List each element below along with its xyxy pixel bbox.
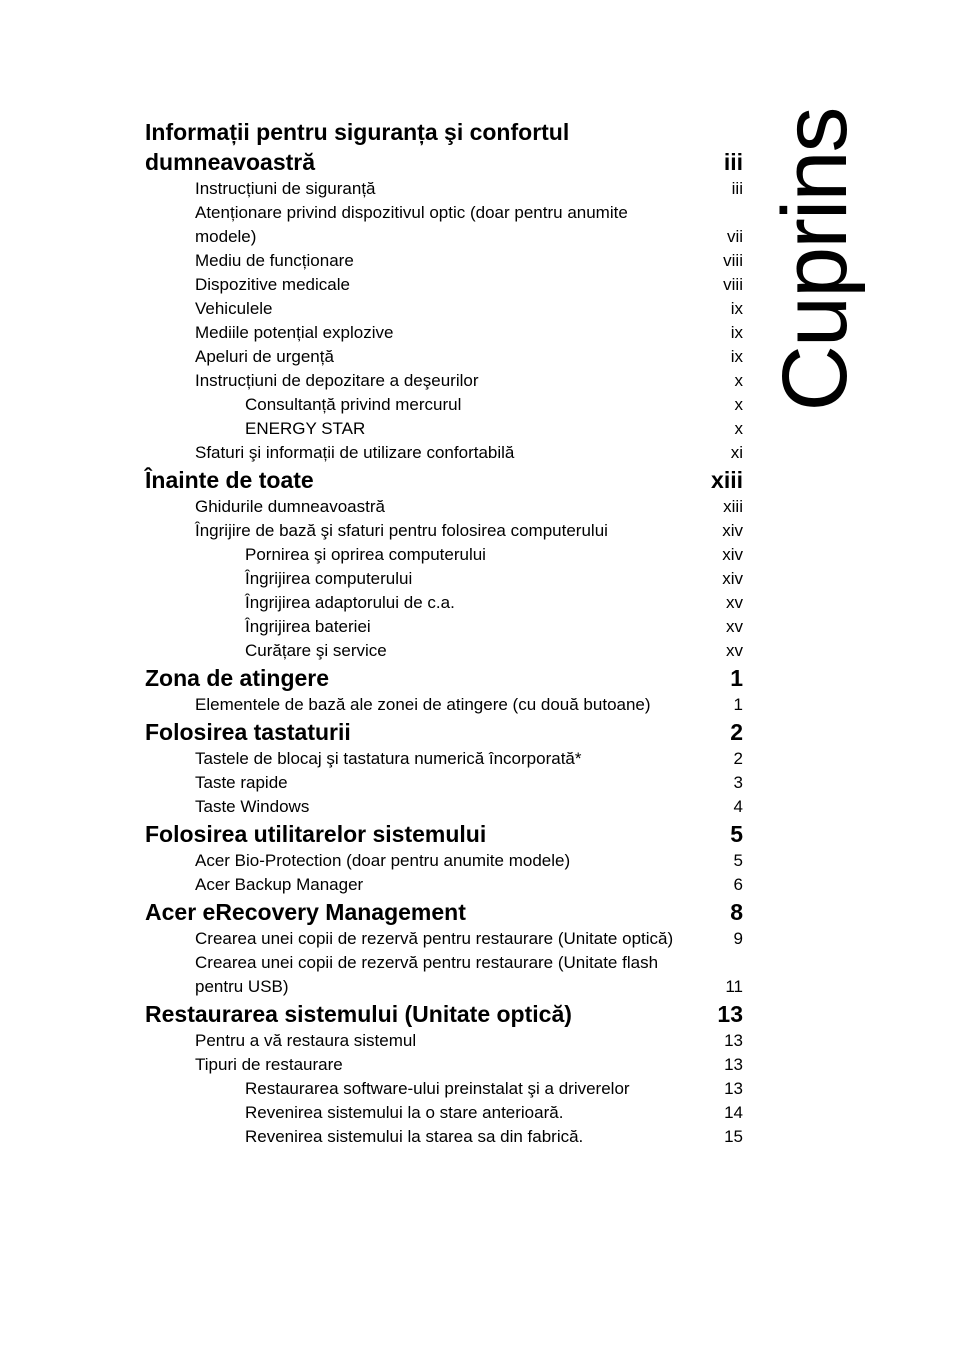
toc-subsection[interactable]: [145, 615, 743, 639]
toc-subsection[interactable]: [145, 1077, 743, 1101]
toc-section[interactable]: [145, 177, 743, 201]
toc-section[interactable]: [145, 249, 743, 273]
toc-entry-title: Folosirea tastaturii: [145, 719, 351, 745]
toc-entry-page: 13: [724, 1079, 743, 1098]
toc-entry-title: Taste Windows: [195, 797, 310, 816]
toc-entry-title: Pentru a vă restaura sistemul: [195, 1031, 417, 1050]
toc-section[interactable]: [145, 321, 743, 345]
toc-section[interactable]: [145, 495, 743, 519]
toc-section[interactable]: [145, 927, 743, 951]
toc-entry-title: Îngrijirea computerului: [245, 569, 413, 588]
toc-chapter[interactable]: [145, 465, 743, 495]
toc-entry-title: Crearea unei copii de rezervă pentru restaurare (Unitate optică): [195, 929, 674, 948]
toc-entry-title: Elementele de bază ale zonei de atingere (cu două butoane): [195, 695, 651, 714]
toc-entry-page: iii: [723, 149, 743, 175]
toc-entry-page: 2: [730, 719, 743, 745]
toc-entry-page: x: [734, 395, 743, 414]
toc-chapter[interactable]: [145, 999, 743, 1029]
toc-entry-title: Apeluri de urgență: [195, 347, 334, 366]
toc-section[interactable]: [145, 441, 743, 465]
toc-entry-page: 2: [733, 749, 743, 768]
toc-entry-title: Crearea unei copii de rezervă pentru restaurare (Unitate flash pentru USB): [195, 953, 659, 996]
toc-entry-title: Folosirea utilitarelor sistemului: [145, 821, 487, 847]
toc-entry-title: Instrucțiuni de siguranță: [195, 179, 376, 198]
toc-entry-title: Mediu de funcționare: [195, 251, 354, 270]
toc-section[interactable]: [145, 297, 743, 321]
toc-entry-title: Tipuri de restaurare: [195, 1055, 343, 1074]
toc-entry-page: iii: [731, 179, 743, 198]
toc-entry-title: ENERGY STAR: [245, 419, 366, 438]
toc-entry-page: vii: [726, 227, 743, 246]
toc-subsection[interactable]: [145, 591, 743, 615]
toc-entry-page: xv: [726, 617, 743, 636]
toc-entry-title: Revenirea sistemului la starea sa din fabrică.: [245, 1127, 584, 1146]
toc-entry-page: 1: [733, 695, 743, 714]
toc-entry-title: Restaurarea sistemului (Unitate optică): [145, 1001, 572, 1027]
toc-entry-page: 11: [725, 977, 743, 996]
toc-entry-page: xiv: [722, 545, 743, 564]
toc-entry-page: xiv: [722, 569, 743, 588]
toc-chapter[interactable]: [145, 717, 743, 747]
toc-entry-page: 3: [733, 773, 743, 792]
toc-entry-page: xiii: [711, 467, 743, 493]
toc-entry-page: 5: [733, 851, 743, 870]
toc-entry-title: Ghidurile dumneavoastră: [195, 497, 385, 516]
toc-entry-title: Atenționare privind dispozitivul optic (doar pentru anumite modele): [195, 203, 628, 246]
toc-section[interactable]: [145, 1053, 743, 1077]
toc-entry-page: viii: [723, 275, 743, 294]
toc-subsection[interactable]: [145, 639, 743, 663]
toc-entry-page: x: [734, 419, 743, 438]
toc-entry-page: 5: [730, 821, 743, 847]
toc-section[interactable]: [145, 519, 743, 543]
toc-entry-page: xi: [730, 443, 743, 462]
toc-entry-page: 1: [730, 665, 743, 691]
toc-entry-page: 6: [733, 875, 743, 894]
toc-chapter[interactable]: [145, 819, 743, 849]
toc-entry-title: Curățare şi service: [245, 641, 387, 660]
toc-chapter[interactable]: [145, 897, 743, 927]
toc-entry-title: Zona de atingere: [145, 665, 330, 691]
toc-entry-page: xv: [726, 593, 743, 612]
toc-entry-title: Informații pentru siguranța şi confortul dumneavoastră: [145, 119, 570, 175]
toc-entry-title: Îngrijirea bateriei: [245, 617, 371, 636]
toc-entry-page: ix: [730, 299, 743, 318]
toc-entry-title: Pornirea şi oprirea computerului: [245, 545, 486, 564]
toc-entry-title: Instrucțiuni de depozitare a deşeurilor: [195, 371, 479, 390]
toc-entry-page: 13: [717, 1001, 743, 1027]
toc-entry-page: xv: [726, 641, 743, 660]
toc-subsection[interactable]: [145, 1125, 743, 1149]
toc-entry-page: 8: [730, 899, 743, 925]
toc-entry-page: xiv: [722, 521, 743, 540]
toc-entry-title: Taste rapide: [195, 773, 288, 792]
toc-entry-page: 15: [724, 1127, 743, 1146]
toc-entry-page: 13: [724, 1055, 743, 1074]
toc-entry-title: Vehiculele: [195, 299, 273, 318]
toc-entry-title: Acer Bio-Protection (doar pentru anumite modele): [195, 851, 571, 870]
toc-entry-page: 13: [724, 1031, 743, 1050]
toc-entry-page: viii: [723, 251, 743, 270]
toc-section[interactable]: [145, 693, 743, 717]
toc-subsection[interactable]: [145, 393, 743, 417]
toc-subsection[interactable]: [145, 567, 743, 591]
toc-entry-page: xiii: [723, 497, 743, 516]
toc-section[interactable]: [145, 201, 743, 249]
toc-entry-page: x: [734, 371, 743, 390]
toc-section[interactable]: [145, 795, 743, 819]
toc-entry-title: Acer Backup Manager: [195, 875, 364, 894]
toc-entry-page: 14: [724, 1103, 743, 1122]
toc-subsection[interactable]: [145, 1101, 743, 1125]
toc-entry-title: Consultanță privind mercurul: [245, 395, 462, 414]
toc-section[interactable]: [145, 1029, 743, 1053]
toc-subsection[interactable]: [145, 543, 743, 567]
toc-entry-title: Îngrijirea adaptorului de c.a.: [245, 593, 455, 612]
toc-entry-page: 4: [733, 797, 743, 816]
toc-entry-page: ix: [730, 323, 743, 342]
toc-section[interactable]: [145, 345, 743, 369]
toc-chapter[interactable]: [145, 117, 743, 177]
toc-entry-title: Revenirea sistemului la o stare anterioară.: [245, 1103, 564, 1122]
toc-section[interactable]: [145, 849, 743, 873]
toc-section[interactable]: [145, 771, 743, 795]
toc-section[interactable]: [145, 273, 743, 297]
toc-section[interactable]: [145, 369, 743, 393]
page-title: Cuprins: [764, 108, 866, 412]
toc-section[interactable]: [145, 747, 743, 771]
toc-entry-title: Înainte de toate: [145, 467, 314, 493]
toc-entry-page: 9: [733, 929, 743, 948]
toc-subsection[interactable]: [145, 417, 743, 441]
toc-section[interactable]: [145, 873, 743, 897]
toc-entry-title: Sfaturi şi informații de utilizare confortabilă: [195, 443, 515, 462]
toc-entry-title: Acer eRecovery Management: [145, 899, 466, 925]
toc-section[interactable]: [145, 951, 743, 999]
toc-entry-page: ix: [730, 347, 743, 366]
toc-entry-title: Îngrijire de bază şi sfaturi pentru folosirea computerului: [195, 521, 608, 540]
toc-entry-title: Mediile potențial explozive: [195, 323, 394, 342]
toc-chapter[interactable]: [145, 663, 743, 693]
toc-entry-title: Restaurarea software-ului preinstalat şi a driverelor: [245, 1079, 630, 1098]
table-of-contents: [145, 117, 743, 1149]
toc-entry-title: Tastele de blocaj şi tastatura numerică încorporată*: [195, 749, 582, 768]
toc-entry-title: Dispozitive medicale: [195, 275, 350, 294]
